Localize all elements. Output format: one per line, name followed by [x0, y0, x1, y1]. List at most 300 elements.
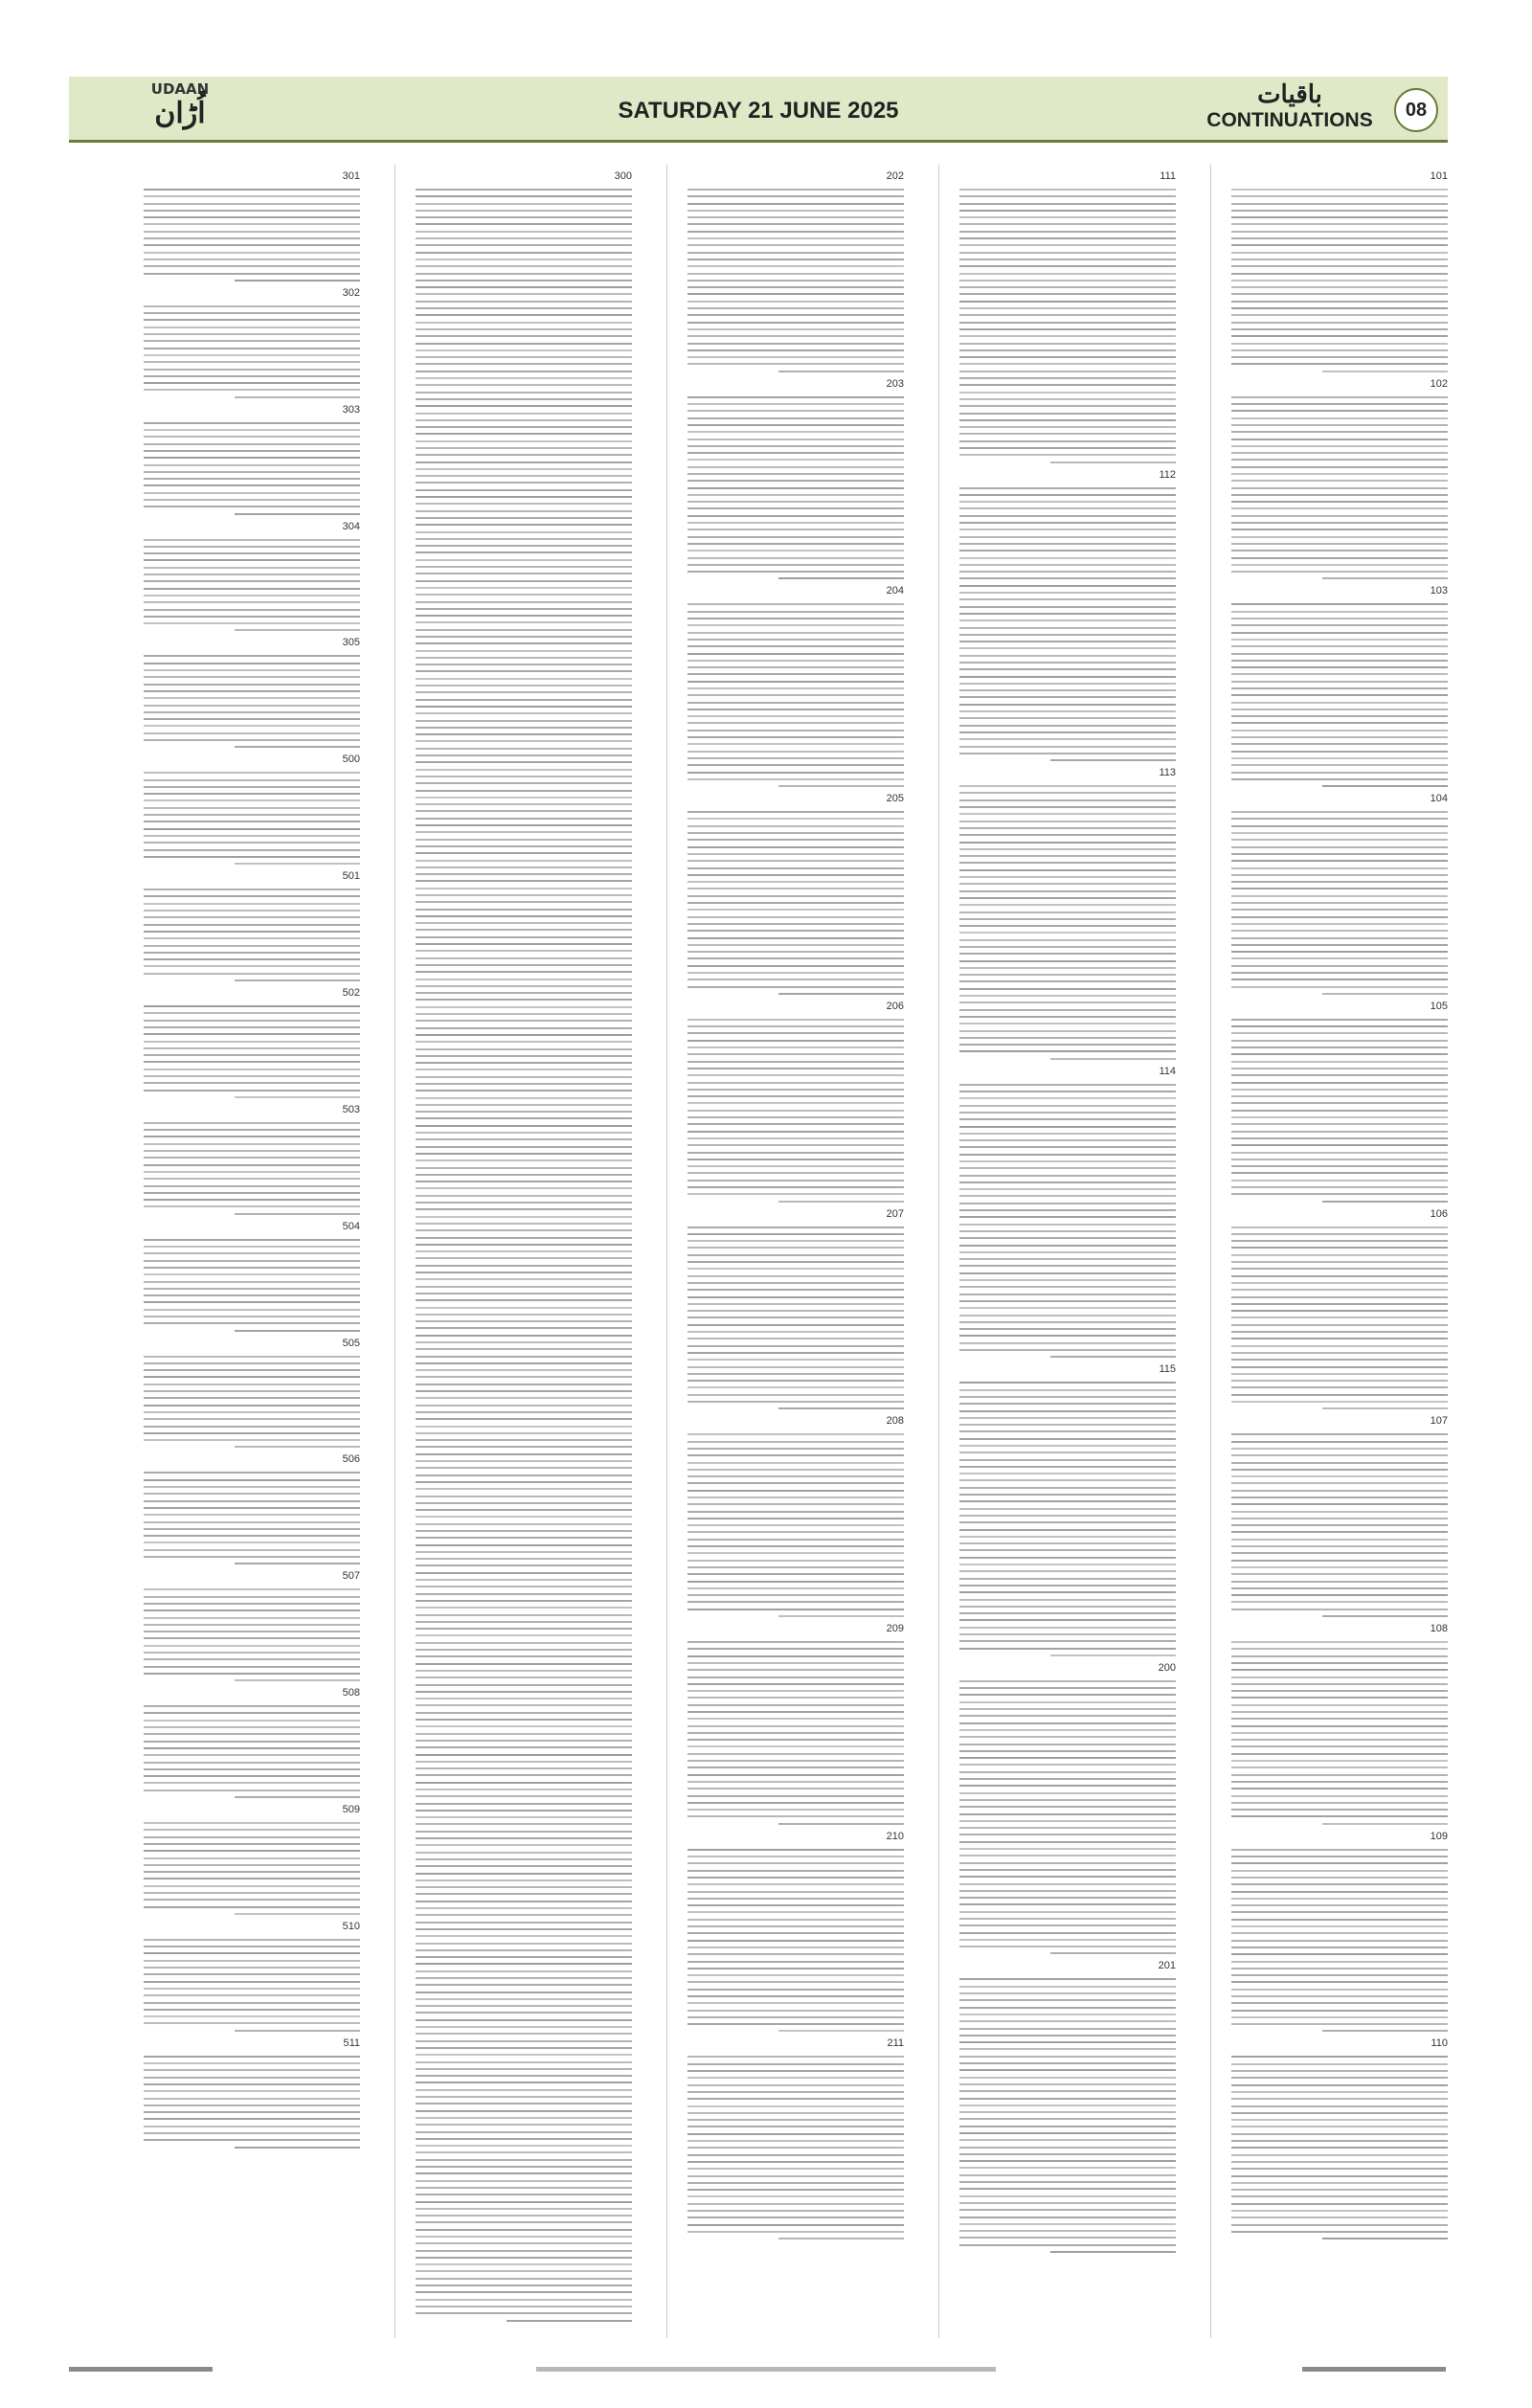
text-line — [959, 1701, 1176, 1703]
publication-logo — [132, 80, 228, 130]
text-line — [144, 1720, 360, 1722]
text-line — [687, 972, 904, 974]
text-line — [416, 2096, 632, 2098]
footer-rule — [69, 2367, 213, 2372]
text-line — [144, 1596, 360, 1598]
text-line — [687, 1788, 904, 1789]
section-heading — [1199, 80, 1381, 132]
text-line — [416, 405, 632, 407]
item-number: 300 — [614, 170, 632, 182]
text-line — [144, 1762, 360, 1764]
text-line — [1231, 459, 1448, 461]
text-line — [416, 888, 632, 889]
text-line — [416, 992, 632, 994]
text-line — [687, 2203, 904, 2205]
text-line — [687, 624, 904, 626]
text-line — [687, 1518, 904, 1519]
text-line — [416, 1901, 632, 1902]
text-line — [1231, 314, 1448, 316]
text-line — [1231, 396, 1448, 398]
text-line — [144, 1192, 360, 1194]
text-line — [1231, 902, 1448, 904]
text-line — [687, 1366, 904, 1368]
text-line — [416, 413, 632, 415]
text-line — [687, 494, 904, 496]
item-number: 201 — [1158, 1960, 1176, 1972]
item-number: 101 — [1430, 170, 1448, 182]
text-line — [959, 876, 1176, 878]
footer-rule — [536, 2367, 996, 2372]
text-line — [959, 2069, 1176, 2071]
text-line — [235, 1563, 360, 1564]
text-line — [416, 2236, 632, 2238]
text-line — [144, 1199, 360, 1201]
text-line — [959, 2014, 1176, 2015]
text-line — [1231, 1240, 1448, 1242]
text-line — [416, 873, 632, 875]
text-line — [1231, 195, 1448, 197]
text-line — [416, 1356, 632, 1358]
text-line — [687, 1268, 904, 1270]
text-line — [1231, 1594, 1448, 1596]
text-line — [687, 459, 904, 461]
text-line — [959, 980, 1176, 982]
text-line — [687, 1704, 904, 1706]
text-line — [1050, 759, 1176, 761]
text-line — [144, 1426, 360, 1428]
text-line — [416, 894, 632, 896]
text-line — [416, 2284, 632, 2286]
text-line — [144, 1129, 360, 1131]
text-line — [416, 510, 632, 512]
text-line — [1231, 618, 1448, 619]
text-line — [959, 1251, 1176, 1253]
text-line — [144, 1069, 360, 1070]
text-line — [416, 782, 632, 784]
text-line — [144, 2139, 360, 2141]
text-line — [687, 210, 904, 212]
text-line — [416, 1307, 632, 1309]
text-line — [687, 825, 904, 827]
text-line — [1231, 895, 1448, 897]
text-line — [687, 1152, 904, 1154]
text-line — [235, 1446, 360, 1448]
text-line — [144, 1033, 360, 1035]
text-line — [959, 1044, 1176, 1046]
text-line — [416, 1369, 632, 1371]
text-line — [1231, 965, 1448, 967]
text-line — [959, 550, 1176, 551]
text-line — [687, 1386, 904, 1388]
text-line — [416, 1782, 632, 1784]
text-line — [416, 314, 632, 316]
text-line — [416, 1502, 632, 1504]
text-line — [1231, 1587, 1448, 1589]
text-line — [959, 1118, 1176, 1120]
text-line — [959, 2090, 1176, 2092]
text-line — [144, 1252, 360, 1254]
text-line — [416, 1138, 632, 1140]
text-line — [1231, 1601, 1448, 1603]
text-line — [959, 1778, 1176, 1780]
text-line — [1231, 2203, 1448, 2205]
text-line — [144, 2077, 360, 2079]
text-line — [416, 2172, 632, 2174]
text-line — [959, 1591, 1176, 1593]
text-line — [1231, 1152, 1448, 1154]
text-line — [416, 621, 632, 623]
text-line — [416, 880, 632, 882]
text-line — [959, 2237, 1176, 2239]
text-line — [416, 1426, 632, 1428]
text-line — [687, 445, 904, 447]
text-line — [959, 1862, 1176, 1864]
text-line — [1231, 335, 1448, 337]
text-line — [687, 1524, 904, 1526]
text-line — [144, 492, 360, 494]
text-line — [144, 1705, 360, 1707]
text-line — [416, 1202, 632, 1204]
text-line — [687, 231, 904, 233]
text-line — [959, 293, 1176, 295]
text-line — [687, 1482, 904, 1484]
text-line — [416, 587, 632, 589]
text-line — [416, 929, 632, 931]
text-line — [416, 1027, 632, 1029]
text-line — [1231, 1490, 1448, 1492]
text-line — [959, 1209, 1176, 1211]
text-line — [959, 1459, 1176, 1461]
text-line — [959, 447, 1176, 449]
text-line — [1231, 1781, 1448, 1783]
text-line — [1231, 1932, 1448, 1934]
text-line — [144, 1871, 360, 1873]
text-line — [1231, 888, 1448, 889]
text-line — [687, 2077, 904, 2079]
text-line — [1231, 715, 1448, 717]
text-line — [416, 678, 632, 680]
text-line — [416, 1852, 632, 1854]
text-line — [235, 979, 360, 981]
text-line — [687, 1380, 904, 1382]
text-line — [1231, 1324, 1448, 1326]
text-line — [959, 1715, 1176, 1717]
text-line — [959, 1466, 1176, 1468]
text-line — [416, 461, 632, 463]
text-line — [959, 2223, 1176, 2225]
text-line — [416, 1628, 632, 1630]
text-line — [1231, 363, 1448, 365]
text-line — [959, 1578, 1176, 1580]
text-line — [416, 1020, 632, 1022]
text-line — [1231, 439, 1448, 440]
text-line — [416, 950, 632, 952]
text-line — [959, 405, 1176, 407]
text-line — [416, 566, 632, 568]
text-line — [687, 1911, 904, 1913]
text-line — [144, 1782, 360, 1784]
text-line — [416, 1125, 632, 1127]
text-line — [687, 1089, 904, 1091]
text-line — [416, 1704, 632, 1706]
text-line — [1231, 349, 1448, 351]
text-line — [416, 2005, 632, 2007]
text-line — [959, 1091, 1176, 1092]
text-line — [687, 431, 904, 433]
text-line — [416, 1153, 632, 1155]
text-line — [959, 799, 1176, 801]
text-line — [1231, 1989, 1448, 1991]
text-line — [416, 2026, 632, 2028]
text-line — [144, 945, 360, 947]
text-line — [235, 1796, 360, 1798]
item-number: 205 — [886, 793, 904, 805]
text-line — [687, 1345, 904, 1347]
text-line — [235, 2030, 360, 2032]
text-line — [416, 2215, 632, 2217]
text-line — [959, 1084, 1176, 1086]
text-line — [959, 1146, 1176, 1148]
text-line — [687, 965, 904, 967]
text-line — [144, 1273, 360, 1275]
text-line — [144, 189, 360, 191]
text-line — [959, 419, 1176, 421]
text-column-1 — [1231, 165, 1448, 2338]
text-line — [416, 1460, 632, 1462]
text-line — [416, 1299, 632, 1301]
text-line — [416, 1537, 632, 1539]
text-line — [687, 2098, 904, 2100]
text-line — [144, 1020, 360, 1022]
text-line — [959, 433, 1176, 435]
text-line — [687, 328, 904, 330]
text-line — [959, 2062, 1176, 2064]
text-line — [144, 655, 360, 657]
text-line — [1231, 1788, 1448, 1789]
text-line — [144, 1082, 360, 1084]
text-line — [416, 615, 632, 617]
text-line — [416, 957, 632, 959]
text-line — [959, 259, 1176, 260]
text-line — [1231, 1753, 1448, 1755]
text-line — [959, 231, 1176, 233]
text-line — [687, 543, 904, 545]
text-line — [959, 953, 1176, 955]
text-line — [235, 1330, 360, 1332]
text-line — [687, 1061, 904, 1063]
text-line — [687, 1760, 904, 1762]
text-line — [687, 1856, 904, 1857]
text-line — [959, 189, 1176, 191]
text-line — [144, 1362, 360, 1364]
text-line — [144, 1418, 360, 1420]
text-line — [687, 1539, 904, 1541]
text-line — [1231, 1040, 1448, 1042]
text-line — [687, 603, 904, 605]
text-line — [959, 988, 1176, 990]
text-line — [959, 1294, 1176, 1295]
text-line — [687, 349, 904, 351]
text-line — [144, 567, 360, 569]
text-line — [416, 363, 632, 365]
text-line — [687, 2010, 904, 2012]
text-line — [959, 301, 1176, 303]
text-line — [1231, 1401, 1448, 1403]
text-line — [144, 252, 360, 254]
text-line — [144, 2104, 360, 2106]
text-line — [1231, 1433, 1448, 1435]
text-line — [416, 2047, 632, 2049]
text-line — [416, 1907, 632, 1909]
text-line — [416, 1272, 632, 1273]
text-line — [416, 2131, 632, 2133]
text-line — [1231, 2070, 1448, 2072]
text-line — [959, 1939, 1176, 1941]
text-line — [144, 265, 360, 267]
text-line — [1231, 1981, 1448, 1983]
text-line — [144, 223, 360, 225]
text-line — [416, 733, 632, 735]
text-line — [687, 1989, 904, 1991]
text-line — [687, 1324, 904, 1326]
text-line — [1231, 1511, 1448, 1513]
text-line — [687, 2056, 904, 2058]
text-line — [687, 1359, 904, 1361]
text-line — [416, 936, 632, 938]
text-line — [1231, 466, 1448, 468]
text-line — [687, 1282, 904, 1284]
text-line — [416, 1677, 632, 1678]
text-line — [416, 335, 632, 337]
text-line — [959, 1175, 1176, 1177]
text-line — [144, 1090, 360, 1091]
text-line — [144, 889, 360, 890]
text-line — [416, 2250, 632, 2252]
text-line — [416, 1655, 632, 1657]
text-line — [1231, 501, 1448, 503]
item-number: 503 — [342, 1103, 360, 1115]
text-line — [687, 673, 904, 675]
text-line — [959, 1023, 1176, 1024]
text-line — [687, 2126, 904, 2127]
text-line — [144, 1309, 360, 1311]
text-line — [144, 1850, 360, 1852]
text-line — [144, 1246, 360, 1248]
text-line — [1231, 1704, 1448, 1706]
text-line — [687, 632, 904, 634]
text-line — [687, 529, 904, 530]
text-line — [959, 543, 1176, 545]
text-line — [1231, 494, 1448, 496]
text-line — [1231, 480, 1448, 482]
text-line — [1050, 1058, 1176, 1060]
text-line — [416, 1740, 632, 1742]
text-line — [144, 835, 360, 837]
text-line — [778, 993, 904, 995]
text-line — [1231, 2105, 1448, 2107]
text-line — [144, 1789, 360, 1791]
text-line — [687, 1662, 904, 1664]
text-line — [778, 371, 904, 372]
text-line — [1231, 356, 1448, 358]
text-line — [687, 1677, 904, 1678]
text-line — [959, 1557, 1176, 1559]
text-line — [959, 2181, 1176, 2183]
text-line — [144, 216, 360, 218]
text-line — [416, 1446, 632, 1448]
text-line — [959, 1286, 1176, 1288]
text-line — [416, 1453, 632, 1455]
text-line — [416, 454, 632, 456]
text-line — [959, 536, 1176, 538]
text-line — [416, 1935, 632, 1937]
text-line — [416, 1649, 632, 1651]
text-line — [687, 874, 904, 876]
text-line — [959, 717, 1176, 719]
text-line — [416, 720, 632, 722]
text-line — [416, 2291, 632, 2293]
text-line — [416, 273, 632, 275]
text-line — [416, 1670, 632, 1672]
text-line — [1231, 1089, 1448, 1091]
text-line — [416, 629, 632, 631]
text-line — [687, 2140, 904, 2142]
text-line — [687, 473, 904, 475]
text-line — [1322, 2238, 1448, 2239]
text-line — [144, 1322, 360, 1324]
text-line — [416, 1733, 632, 1735]
text-line — [416, 1810, 632, 1812]
text-line — [959, 655, 1176, 657]
text-line — [959, 1640, 1176, 1642]
text-line — [416, 2270, 632, 2272]
text-line — [1231, 259, 1448, 260]
text-line — [144, 354, 360, 356]
text-line — [1231, 515, 1448, 517]
text-line — [959, 454, 1176, 456]
text-line — [416, 1069, 632, 1070]
text-line — [144, 1864, 360, 1866]
text-line — [687, 1074, 904, 1076]
text-line — [687, 2016, 904, 2018]
text-line — [144, 210, 360, 212]
text-line — [959, 1883, 1176, 1885]
text-line — [1231, 1856, 1448, 1857]
text-line — [1231, 203, 1448, 205]
text-line — [144, 1994, 360, 1996]
text-line — [144, 478, 360, 480]
text-line — [144, 499, 360, 501]
text-line — [959, 426, 1176, 428]
text-line — [687, 1511, 904, 1513]
text-line — [1231, 1373, 1448, 1375]
text-line — [959, 2174, 1176, 2176]
text-line — [959, 1001, 1176, 1003]
text-line — [144, 1376, 360, 1378]
text-line — [1231, 216, 1448, 218]
text-line — [144, 1432, 360, 1434]
text-line — [416, 909, 632, 911]
text-line — [416, 1117, 632, 1119]
text-line — [144, 1556, 360, 1558]
text-line — [687, 1545, 904, 1547]
text-line — [416, 1984, 632, 1986]
text-line — [959, 585, 1176, 587]
item-number: 207 — [886, 1207, 904, 1220]
text-line — [687, 557, 904, 559]
text-line — [778, 1615, 904, 1617]
text-line — [959, 210, 1176, 212]
